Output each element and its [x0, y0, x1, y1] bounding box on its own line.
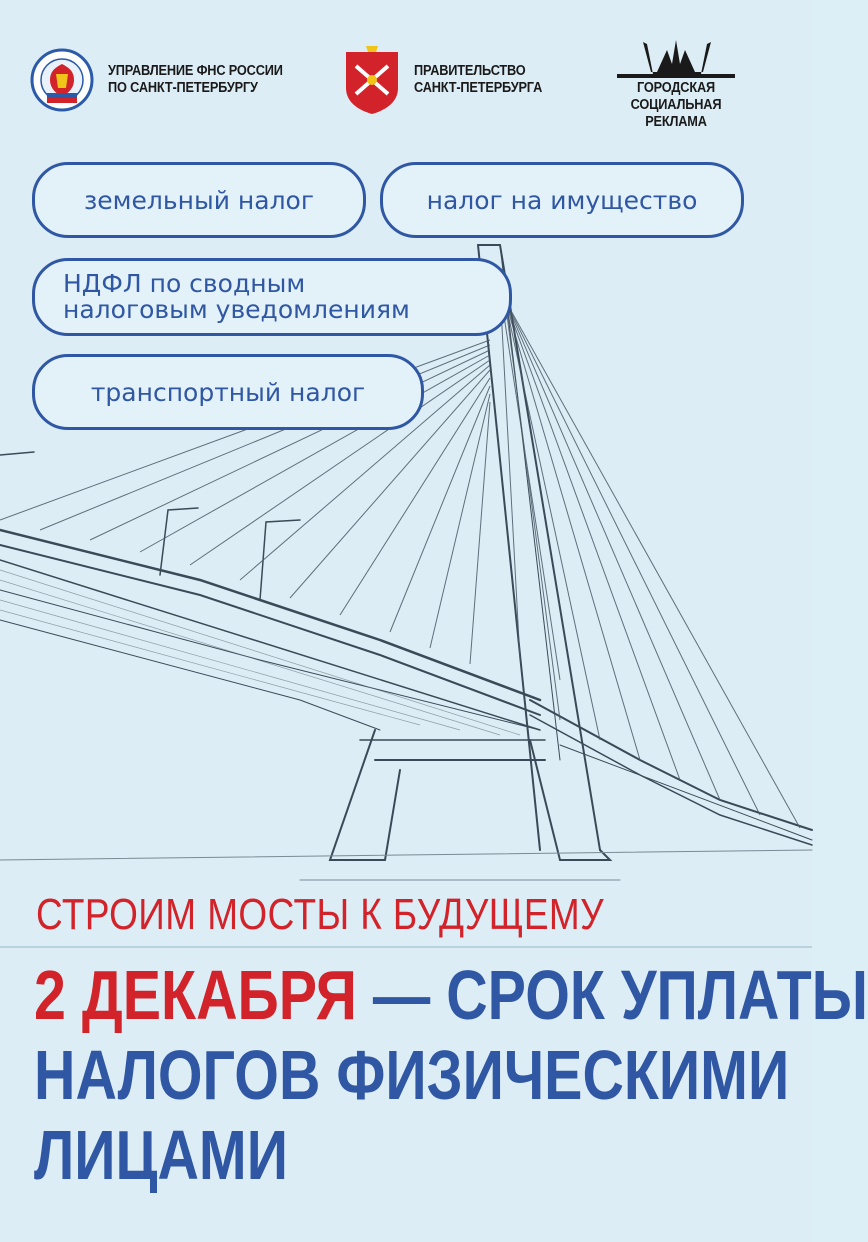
drawbridge-icon [617, 36, 735, 80]
social-ad-logo [596, 36, 756, 131]
tax-pill-label: земельный налог [84, 185, 314, 215]
header [0, 0, 812, 140]
tax-pill-label: налог на имущество [426, 185, 698, 215]
tax-pill-transport [32, 354, 424, 430]
gov-logo [342, 44, 560, 116]
slogan: СТРОИМ МОСТЫ К БУДУЩЕМУ [36, 890, 604, 939]
gov-logo-text: ПРАВИТЕЛЬСТВО САНКТ-ПЕТЕРБУРГА [414, 63, 543, 96]
headline-line-2: НАЛОГОВ ФИЗИЧЕСКИМИ [34, 1036, 790, 1114]
headline-line-3: ЛИЦАМИ [34, 1116, 288, 1194]
headline-line-1-rest: — СРОК УПЛАТЫ [372, 956, 868, 1034]
fns-emblem-icon [30, 48, 94, 112]
social-ad-logo-text: ГОРОДСКАЯ СОЦИАЛЬНАЯ РЕКЛАМА [630, 80, 722, 130]
tax-pill-property [380, 162, 744, 238]
tax-pill-land [32, 162, 366, 238]
tax-pill-ndfl [32, 258, 512, 336]
tax-pill-label: транспортный налог [90, 377, 366, 407]
divider [0, 946, 812, 948]
tax-pill-label: НДФЛ по сводным налоговым уведомлениям [63, 269, 410, 324]
spb-coat-of-arms-icon [342, 44, 402, 116]
deadline-date: 2 ДЕКАБРЯ [34, 956, 357, 1034]
fns-logo-text: УПРАВЛЕНИЕ ФНС РОССИИ ПО САНКТ-ПЕТЕРБУРГУ [108, 63, 283, 96]
fns-logo [30, 48, 307, 112]
headline-line-1 [34, 955, 868, 1035]
headline [34, 955, 868, 1195]
